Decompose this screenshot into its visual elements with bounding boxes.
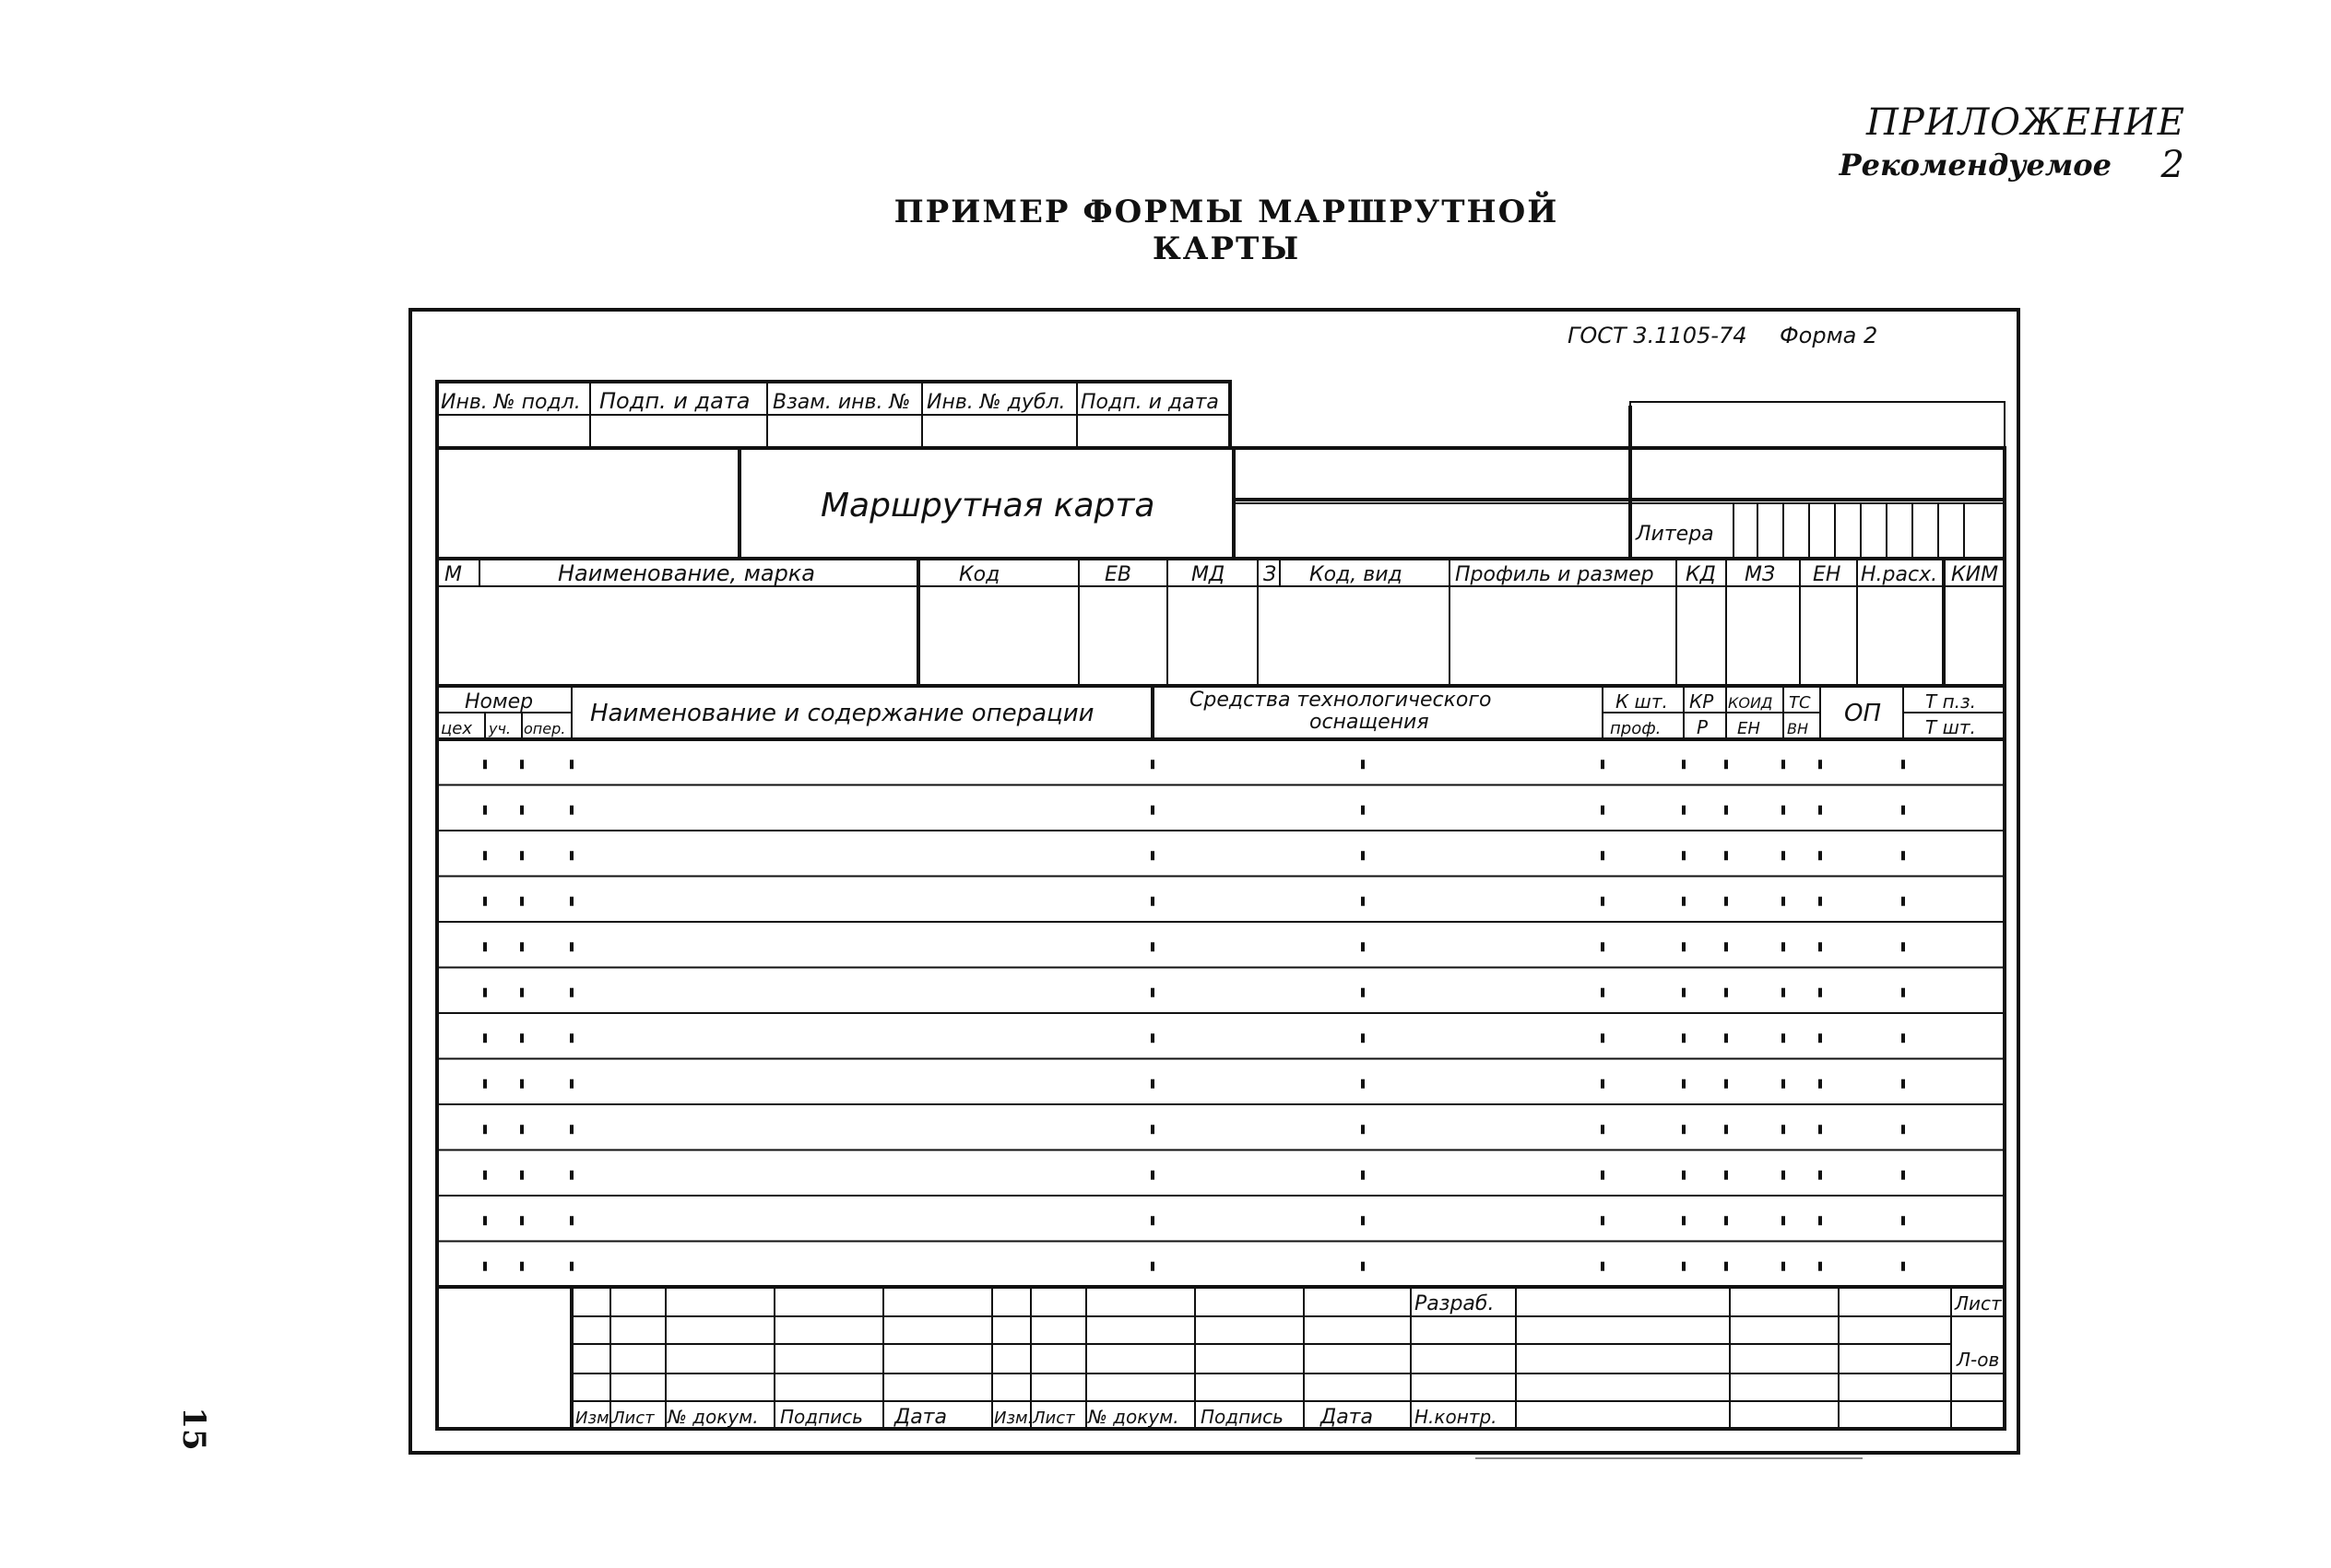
stamp-izm-1: Изм. xyxy=(575,1409,615,1428)
mat-col-md: МД xyxy=(1191,563,1225,586)
stamp-list-2: Лист xyxy=(1033,1409,1075,1428)
archive-table xyxy=(437,382,1230,448)
mat-col-ev: ЕВ xyxy=(1105,563,1131,586)
mat-col-m: М xyxy=(444,563,462,586)
stamp-razrab: Разраб. xyxy=(1414,1292,1495,1315)
op-en: ЕН xyxy=(1737,719,1760,738)
mat-col-nrash: Н.расх. xyxy=(1861,563,1938,586)
page-number: 15 xyxy=(175,1407,212,1451)
material-table xyxy=(437,559,2005,686)
mat-col-kod: Код xyxy=(959,563,1000,586)
page-title: ПРИМЕР ФОРМЫ МАРШРУТНОЙ КАРТЫ xyxy=(893,194,1559,267)
op-vn: ВН xyxy=(1787,720,1809,737)
stamp-podpis-2: Подпись xyxy=(1201,1406,1284,1428)
op-nomer: Номер xyxy=(465,690,534,713)
archive-col-3: Взам. инв. № xyxy=(773,391,911,414)
op-op: ОП xyxy=(1844,700,1882,727)
op-uch: уч. xyxy=(489,720,512,737)
mat-col-name: Наименование, марка xyxy=(558,560,816,586)
mat-col-profile: Профиль и размер xyxy=(1455,563,1654,586)
archive-col-5: Подп. и дата xyxy=(1081,391,1219,414)
op-r: Р xyxy=(1697,716,1709,738)
appendix-label: ПРИЛОЖЕНИЕ 2 xyxy=(1866,101,2185,186)
op-osnashchenia: оснащения xyxy=(1309,711,1429,734)
op-tsekh: цех xyxy=(441,719,472,738)
op-tsht: Т шт. xyxy=(1925,716,1976,738)
stamp-data-2: Дата xyxy=(1320,1406,1373,1429)
mat-col-en: ЕН xyxy=(1813,563,1841,586)
litera-label: Литера xyxy=(1636,523,1714,546)
stamp-izm-2: Изм. xyxy=(994,1409,1034,1428)
operation-header xyxy=(437,686,2005,739)
recommended-label: Рекомендуемое xyxy=(1839,147,2112,183)
stamp-dokum-2: № докум. xyxy=(1088,1406,1179,1428)
title-block xyxy=(437,402,2005,559)
stamp-podpis-1: Подпись xyxy=(780,1406,863,1428)
op-kold: КОИД xyxy=(1728,694,1773,712)
form-number: Форма 2 xyxy=(1780,323,1878,348)
mat-col-kim: КИМ xyxy=(1951,563,1999,586)
op-kr: КР xyxy=(1689,690,1714,713)
mat-col-mz: МЗ xyxy=(1745,563,1776,586)
stamp-block xyxy=(437,1287,2005,1429)
card-title: Маршрутная карта xyxy=(821,487,1155,525)
archive-col-1: Инв. № подл. xyxy=(441,391,581,414)
stamp-list: Лист xyxy=(1955,1292,2002,1315)
op-oper: опер. xyxy=(524,720,566,737)
op-naimen: Наименование и содержание операции xyxy=(590,700,1095,727)
op-kshm: К шт. xyxy=(1615,690,1668,713)
gost-label: ГОСТ 3.1105-74 xyxy=(1568,323,1747,348)
stamp-nkontr: Н.контр. xyxy=(1414,1406,1497,1428)
stamp-listov: Л-ов xyxy=(1957,1349,2000,1371)
operation-rows xyxy=(437,739,2005,1287)
op-sredstva: Средства технологического xyxy=(1189,689,1492,712)
op-ts: ТС xyxy=(1789,693,1811,713)
stamp-data-1: Дата xyxy=(894,1406,947,1429)
stamp-dokum-1: № докум. xyxy=(668,1406,759,1428)
archive-col-4: Инв. № дубл. xyxy=(927,391,1066,414)
archive-col-2: Подп. и дата xyxy=(599,388,751,414)
op-prof: проф. xyxy=(1610,719,1662,738)
stamp-list-1: Лист xyxy=(612,1409,655,1428)
mat-col-kodvid: Код, вид xyxy=(1309,563,1402,586)
mat-col-z: З xyxy=(1263,563,1277,586)
mat-col-kd: КД xyxy=(1686,563,1716,586)
op-tpz: Т п.з. xyxy=(1925,690,1976,713)
